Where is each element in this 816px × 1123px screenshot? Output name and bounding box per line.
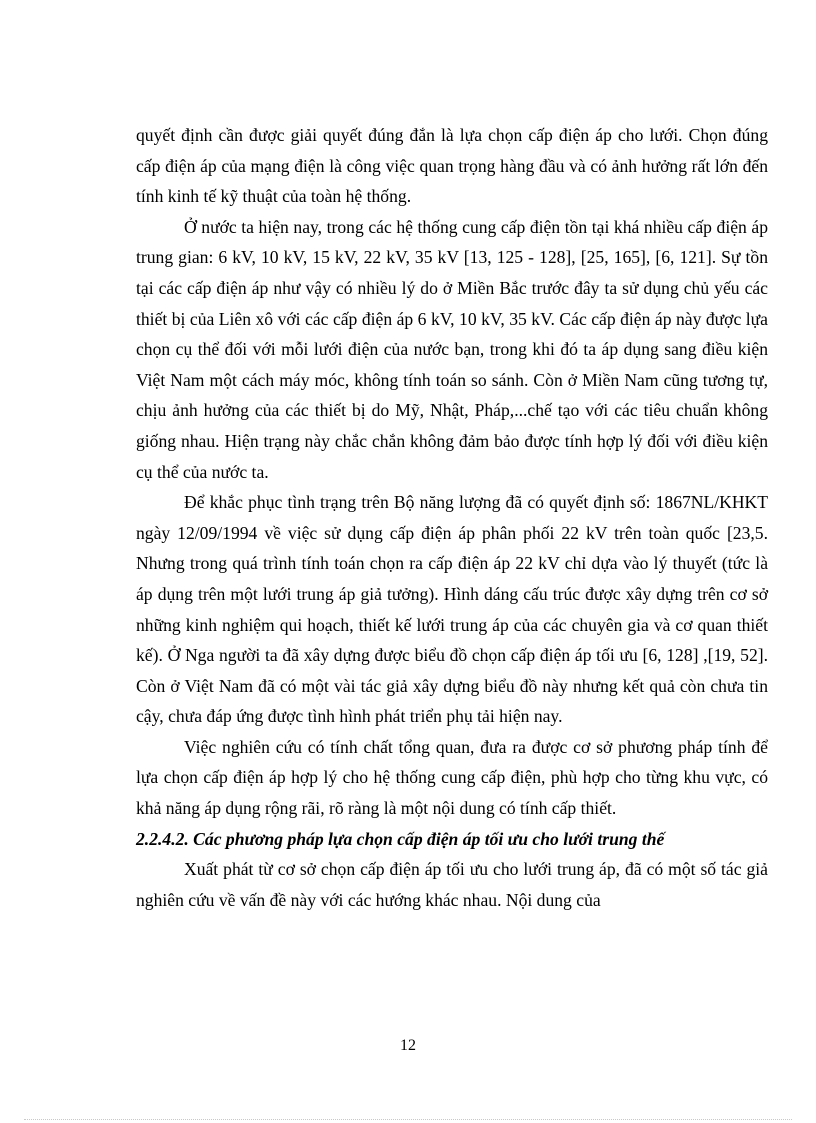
paragraph-methods-intro: Xuất phát từ cơ sở chọn cấp điện áp tối ưu cho lưới trung áp, đã có một số tác giả nghiên cứu về vấn đề này với các hướng khác nhau. Nội dung của <box>136 859 768 910</box>
page-number: 12 <box>400 1037 416 1054</box>
paragraph-ministry-decision: Để khắc phục tình trạng trên Bộ năng lượng đã có quyết định số: 1867NL/KHKT ngày 12/09/1994 về việc sử dụng cấp điện áp phân phối 22 kV trên toàn quốc [23,5. Nhưng trong quá trình tính toán chọn ra cấp điện áp 22 kV chỉ dựa vào lý thuyết (tức là áp dụng trên một lưới trung áp giả tưởng). Hình dáng cấu trúc được xây dựng trên cơ sở những kinh nghiệm qui hoạch, thiết kế lưới trung áp của các chuyên gia và cơ quan thiết kế). Ở Nga người ta đã xây dựng được biểu đồ chọn cấp điện áp tối ưu [6, 128] ,[19, 52]. Còn ở Việt Nam đã có một vài tác giả xây dựng biểu đồ này nhưng kết quả còn chưa tin cậy, chưa đáp ứng được tình hình phát triển phụ tải hiện nay. <box>136 492 768 727</box>
paragraph-research-need: Việc nghiên cứu có tính chất tổng quan, đưa ra được cơ sở phương pháp tính để lựa chọn cấp điện áp hợp lý cho hệ thống cung cấp điện, phù hợp cho từng khu vực, có khả năng áp dụng rộng rãi, rõ ràng là một nội dung có tính cấp thiết. <box>136 736 768 819</box>
paragraph-voltage-levels: Ở nước ta hiện nay, trong các hệ thống cung cấp điện tồn tại khá nhiều cấp điện áp trung gian: 6 kV, 10 kV, 15 kV, 22 kV, 35 kV [13, 125 - 128], [25, 165], [6, 121]. Sự tồn tại các cấp điện áp như vậy có nhiều lý do ở Miền Bắc trước đây ta sử dụng chủ yếu các thiết bị của Liên xô với các cấp điện áp 6 kV, 10 kV, 35 kV. Các cấp điện áp này được lựa chọn cụ thể đối với mỗi lưới điện của nước bạn, trong khi đó ta áp dụng sang điều kiện Việt Nam một cách máy móc, không tính toán so sánh. Còn ở Miền Nam cũng tương tự, chịu ảnh hưởng của các thiết bị do Mỹ, Nhật, Pháp,...chế tạo với các tiêu chuẩn không giống nhau. Hiện trạng này chắc chắn không đảm bảo được tính hợp lý đối với điều kiện cụ thể của nước ta. <box>136 216 768 482</box>
section-heading: 2.2.4.2. Các phương pháp lựa chọn cấp điện áp tối ưu cho lưới trung thế <box>136 828 665 849</box>
paragraph-continuation: quyết định cần được giải quyết đúng đắn là lựa chọn cấp điện áp cho lưới. Chọn đúng cấp điện áp của mạng điện là công việc quan trọng hàng đầu và có ảnh hưởng rất lớn đến tính kinh tế kỹ thuật của toàn hệ thống. <box>136 125 768 207</box>
body-text <box>136 120 768 915</box>
page-bottom-divider <box>24 1119 792 1120</box>
